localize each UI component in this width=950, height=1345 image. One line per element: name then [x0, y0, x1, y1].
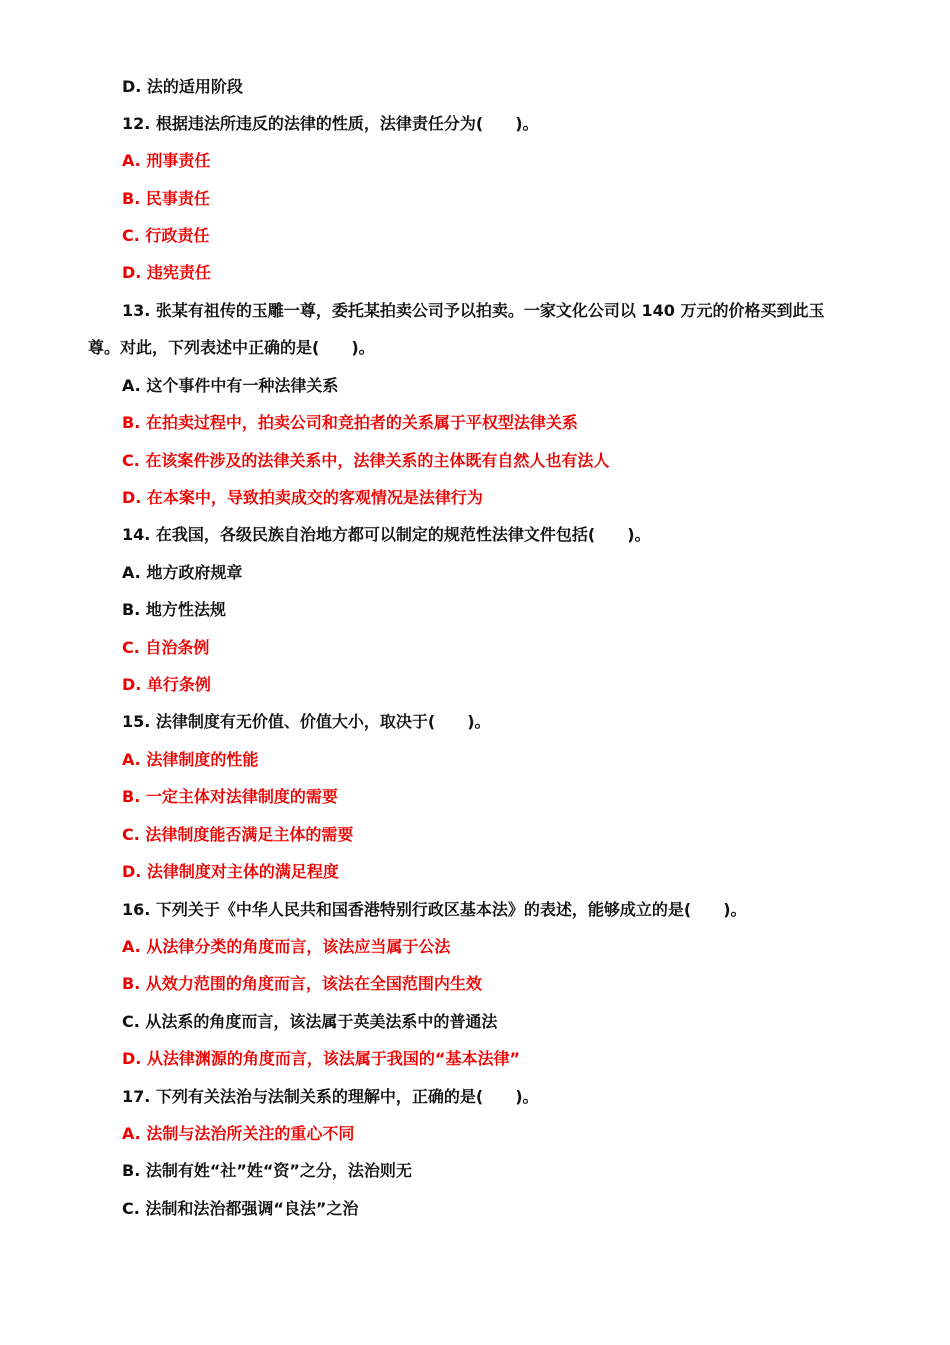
option-13-b: B. 在拍卖过程中，拍卖公司和竞拍者的关系属于平权型法律关系: [122, 413, 578, 432]
option-15-b: B. 一定主体对法律制度的需要: [122, 787, 338, 806]
option-12-d: D. 违宪责任: [122, 263, 211, 282]
option-16-a: A. 从法律分类的角度而言，该法应当属于公法: [122, 937, 451, 956]
option-16-c: C. 从法系的角度而言，该法属于英美法系中的普通法: [122, 1012, 498, 1031]
option-17-c: C. 法制和法治都强调“良法”之治: [122, 1199, 359, 1218]
question-12: 12. 根据违法所违反的法律的性质，法律责任分为( )。: [122, 114, 539, 133]
option-15-a: A. 法律制度的性能: [122, 750, 259, 769]
option-12-c: C. 行政责任: [122, 226, 210, 245]
option-12-b: B. 民事责任: [122, 189, 210, 208]
option-14-a: A. 地方政府规章: [122, 563, 243, 582]
option-15-d: D. 法律制度对主体的满足程度: [122, 862, 339, 881]
option-14-c: C. 自治条例: [122, 638, 210, 657]
option-14-d: D. 单行条例: [122, 675, 211, 694]
question-13-continuation: 尊。对此，下列表述中正确的是( )。: [88, 338, 375, 357]
option-12-a: A. 刑事责任: [122, 151, 211, 170]
question-16: 16. 下列关于《中华人民共和国香港特别行政区基本法》的表述，能够成立的是( )。: [122, 900, 747, 919]
option-17-b: B. 法制有姓“社”姓“资”之分，法治则无: [122, 1161, 412, 1180]
option-13-d: D. 在本案中，导致拍卖成交的客观情况是法律行为: [122, 488, 483, 507]
option-14-b: B. 地方性法规: [122, 600, 226, 619]
option-13-a: A. 这个事件中有一种法律关系: [122, 376, 339, 395]
option-16-d: D. 从法律渊源的角度而言，该法属于我国的“基本法律”: [122, 1049, 520, 1068]
option-17-a: A. 法制与法治所关注的重心不同: [122, 1124, 355, 1143]
question-13: 13. 张某有祖传的玉雕一尊，委托某拍卖公司予以拍卖。一家文化公司以 140 万元的价格买到此玉: [122, 301, 825, 320]
option-15-c: C. 法律制度能否满足主体的需要: [122, 825, 354, 844]
option-13-c: C. 在该案件涉及的法律关系中，法律关系的主体既有自然人也有法人: [122, 451, 610, 470]
question-17: 17. 下列有关法治与法制关系的理解中，正确的是( )。: [122, 1087, 539, 1106]
question-15: 15. 法律制度有无价值、价值大小，取决于( )。: [122, 712, 491, 731]
question-14: 14. 在我国，各级民族自治地方都可以制定的规范性法律文件包括( )。: [122, 525, 651, 544]
option-11-d: D. 法的适用阶段: [122, 77, 243, 96]
option-16-b: B. 从效力范围的角度而言，该法在全国范围内生效: [122, 974, 482, 993]
